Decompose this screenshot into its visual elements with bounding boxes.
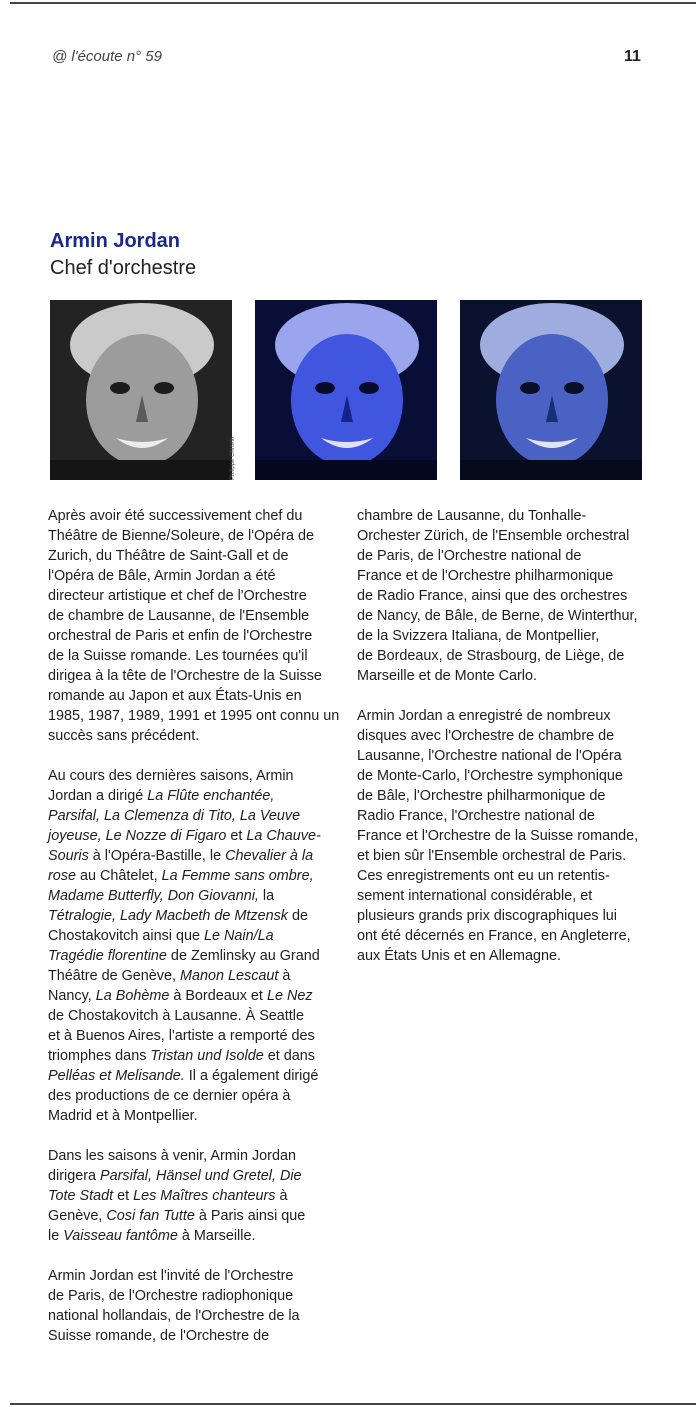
paragraph	[357, 506, 649, 686]
text-line	[48, 506, 333, 526]
text-line	[357, 506, 649, 526]
italic-title: La Bohème	[95, 988, 170, 1004]
text-line	[48, 1326, 333, 1346]
text-run: Il a également dirigé	[184, 1068, 319, 1084]
text-run: Orchester Zürich, de l'Ensemble orchestral	[357, 528, 630, 544]
italic-title: Chevalier à la	[225, 848, 314, 864]
text-line	[48, 786, 333, 806]
text-run: Zurich, du Théâtre de Saint-Gall et de	[48, 548, 289, 564]
text-line	[48, 566, 333, 586]
text-line	[357, 646, 649, 666]
text-line	[357, 926, 649, 946]
text-line	[48, 906, 333, 926]
italic-title: Le Nez	[266, 988, 313, 1004]
italic-title: Souris	[48, 848, 89, 864]
text-run: sement international considérable, et	[357, 888, 593, 904]
text-run: Armin Jordan a enregistré de nombreux	[357, 708, 611, 724]
italic-title: La Flûte enchantée,	[147, 788, 275, 804]
text-run: à Paris ainsi que	[194, 1208, 306, 1224]
text-line	[48, 546, 333, 566]
text-run: de Paris, de l'Orchestre national de	[357, 548, 582, 564]
text-run: Après avoir été successivement chef du	[48, 508, 303, 524]
text-line	[48, 986, 333, 1006]
text-run: Théâtre de Genève,	[48, 968, 180, 984]
text-run: de Radio France, ainsi que des orchestres	[357, 588, 628, 604]
text-run: de chambre de Lausanne, de l'Ensemble	[48, 608, 310, 624]
text-run: succès sans précédent.	[48, 728, 200, 744]
paragraph	[48, 766, 333, 1126]
text-run: à	[275, 1188, 288, 1204]
italic-title: La Femme sans ombre,	[161, 868, 314, 884]
text-line	[357, 526, 649, 546]
text-run: plusieurs grands prix discographiques lui	[357, 908, 617, 924]
text-run: au Châtelet,	[76, 868, 162, 884]
italic-title: Le Nain/La	[204, 928, 274, 944]
text-run: de Nancy, de Bâle, de Berne, de Winterthur,	[357, 608, 638, 624]
text-run: de Paris, de l'Orchestre radiophonique	[48, 1288, 294, 1304]
italic-title: joyeuse, Le Nozze di Figaro	[48, 828, 227, 844]
text-run: directeur artistique et chef de l'Orchestre	[48, 588, 307, 604]
text-line	[48, 1006, 333, 1026]
text-run: des productions de ce dernier opéra à	[48, 1088, 291, 1104]
text-line	[357, 626, 649, 646]
paragraph	[48, 506, 340, 746]
text-run: Jordan a dirigé	[48, 788, 148, 804]
text-line	[357, 746, 649, 766]
text-run: de Bordeaux, de Strasbourg, de Liège, de	[357, 648, 625, 664]
text-line	[48, 966, 333, 986]
text-line	[48, 866, 333, 886]
text-run: la	[258, 888, 275, 904]
italic-title: Parsifal, La Clemenza di Tito, La Veuve	[48, 808, 301, 824]
text-line	[48, 806, 333, 826]
text-line	[357, 826, 649, 846]
text-line	[357, 586, 649, 606]
portrait-photo-dark-blue	[460, 300, 642, 480]
text-line	[48, 1206, 333, 1226]
text-run: Madrid et à Montpellier.	[48, 1108, 198, 1124]
artist-name: Armin Jordan	[50, 230, 181, 252]
text-run: dirigea à la tête de l'Orchestre de la Suisse	[48, 668, 322, 684]
text-run: Au cours des dernières saisons, Armin	[48, 768, 294, 784]
text-run: orchestral de Paris et enfin de l'Orchestre	[48, 628, 313, 644]
text-line	[48, 1086, 333, 1106]
text-line	[48, 586, 333, 606]
text-run: de la Suisse romande. Les tournées qu'il	[48, 648, 308, 664]
text-run: Théâtre de Bienne/Soleure, de l'Opéra de	[48, 528, 314, 544]
italic-title: Tétralogie, Lady Macbeth de Mtzensk	[48, 908, 288, 924]
italic-title: Tristan und Isolde	[150, 1048, 264, 1064]
text-line	[357, 566, 649, 586]
text-line	[48, 846, 333, 866]
text-run: de Chostakovitch à Lausanne. À Seattle	[48, 1008, 305, 1024]
italic-title: Manon Lescaut	[180, 968, 279, 984]
text-line	[48, 526, 333, 546]
text-line	[48, 926, 333, 946]
text-run: 1985, 1987, 1989, 1991 et 1995 ont connu un	[48, 708, 340, 724]
text-run: et dans	[263, 1048, 315, 1064]
text-run: le	[48, 1228, 64, 1244]
text-line	[48, 726, 333, 746]
italic-title: Tragédie florentine	[48, 948, 167, 964]
italic-title: Vaisseau fantôme	[63, 1228, 178, 1244]
text-line	[48, 826, 333, 846]
text-run: France et l'Orchestre de la Suisse romande,	[357, 828, 639, 844]
text-run: disques avec l'Orchestre de chambre de	[357, 728, 615, 744]
text-line	[357, 786, 649, 806]
text-line	[48, 666, 333, 686]
text-line	[48, 946, 333, 966]
text-run: l'Opéra de Bâle, Armin Jordan a été	[48, 568, 276, 584]
text-run: Suisse romande, de l'Orchestre de	[48, 1328, 270, 1344]
text-run: aux États Unis et en Allemagne.	[357, 948, 561, 964]
italic-title: Les Maîtres chanteurs	[133, 1188, 276, 1204]
text-run: Ces enregistrements ont eu un retentis-	[357, 868, 610, 884]
text-line	[357, 606, 649, 626]
italic-title: Tote Stadt	[48, 1188, 114, 1204]
text-line	[357, 946, 649, 966]
photo-credit: Philippe Christin	[230, 436, 236, 480]
text-run: et	[226, 828, 247, 844]
text-run: et	[113, 1188, 134, 1204]
text-line	[48, 1146, 333, 1166]
text-line	[357, 726, 649, 746]
text-line	[48, 1106, 333, 1126]
text-line	[48, 1166, 333, 1186]
text-run: de Bâle, l'Orchestre philharmonique de	[357, 788, 606, 804]
text-run: de Zemlinsky au Grand	[166, 948, 320, 964]
text-line	[48, 1066, 333, 1086]
text-line	[357, 546, 649, 566]
paragraph	[48, 1266, 333, 1346]
text-line	[48, 706, 340, 726]
text-line	[48, 1046, 333, 1066]
text-line	[48, 1266, 333, 1286]
text-line	[357, 846, 649, 866]
text-run: Nancy,	[48, 988, 96, 1004]
text-run: Lausanne, l'Orchestre national de l'Opéra	[357, 748, 622, 764]
text-run: à Marseille.	[177, 1228, 256, 1244]
text-line	[48, 1226, 333, 1246]
text-run: France et de l'Orchestre philharmonique	[357, 568, 614, 584]
text-run: de Monte-Carlo, l'Orchestre symphonique	[357, 768, 623, 784]
text-line	[357, 866, 649, 886]
text-run: Chostakovitch ainsi que	[48, 928, 204, 944]
italic-title: Cosi fan Tutte	[106, 1208, 195, 1224]
paragraph	[48, 1146, 333, 1246]
portrait-photo-blue	[255, 300, 437, 480]
page-number: 11	[624, 48, 641, 65]
italic-title: Pelléas et Melisande.	[48, 1068, 185, 1084]
text-run: chambre de Lausanne, du Tonhalle-	[357, 508, 587, 524]
text-line	[48, 1286, 333, 1306]
text-line	[357, 706, 649, 726]
text-run: Genève,	[48, 1208, 107, 1224]
right-text-column	[357, 506, 649, 986]
text-run: à Bordeaux et	[169, 988, 267, 1004]
italic-title: rose	[48, 868, 76, 884]
text-run: à	[278, 968, 291, 984]
text-run: Armin Jordan est l'invité de l'Orchestre	[48, 1268, 294, 1284]
text-run: Radio France, l'Orchestre national de	[357, 808, 595, 824]
text-line	[48, 1026, 333, 1046]
portrait-illustration	[50, 300, 232, 480]
text-run: Dans les saisons à venir, Armin Jordan	[48, 1148, 296, 1164]
italic-title: La Chauve-	[246, 828, 321, 844]
portrait-illustration	[460, 300, 642, 480]
text-line	[357, 806, 649, 826]
text-line	[48, 766, 333, 786]
text-line	[357, 886, 649, 906]
text-run: de	[287, 908, 308, 924]
italic-title: Parsifal, Hänsel und Gretel, Die	[100, 1168, 302, 1184]
italic-title: Madame Butterfly, Don Giovanni,	[48, 888, 259, 904]
text-line	[357, 666, 649, 686]
text-run: et bien sûr l'Ensemble orchestral de Paris.	[357, 848, 627, 864]
text-run: ont été décernés en France, en Angleterre,	[357, 928, 631, 944]
text-line	[48, 1306, 333, 1326]
text-run: dirigera	[48, 1168, 100, 1184]
text-run: de la Svizzera Italiana, de Montpellier,	[357, 628, 600, 644]
text-line	[48, 686, 333, 706]
portrait-illustration	[255, 300, 437, 480]
text-line	[48, 1186, 333, 1206]
artist-role: Chef d'orchestre	[50, 257, 197, 279]
text-run: romande au Japon et aux États-Unis en	[48, 688, 302, 704]
text-line	[357, 766, 649, 786]
text-line	[48, 606, 333, 626]
text-run: triomphes dans	[48, 1048, 151, 1064]
left-text-column	[48, 506, 340, 1366]
paragraph	[357, 706, 649, 966]
text-line	[48, 886, 333, 906]
text-run: Marseille et de Monte Carlo.	[357, 668, 537, 684]
text-line	[48, 626, 333, 646]
text-line	[48, 646, 333, 666]
text-run: à l'Opéra-Bastille, le	[88, 848, 226, 864]
text-run: national hollandais, de l'Orchestre de la	[48, 1308, 300, 1324]
portrait-photo-grayscale	[50, 300, 232, 480]
text-run: et à Buenos Aires, l'artiste a remporté des	[48, 1028, 315, 1044]
publication-header: @ l'écoute n° 59	[52, 48, 162, 65]
text-line	[357, 906, 649, 926]
